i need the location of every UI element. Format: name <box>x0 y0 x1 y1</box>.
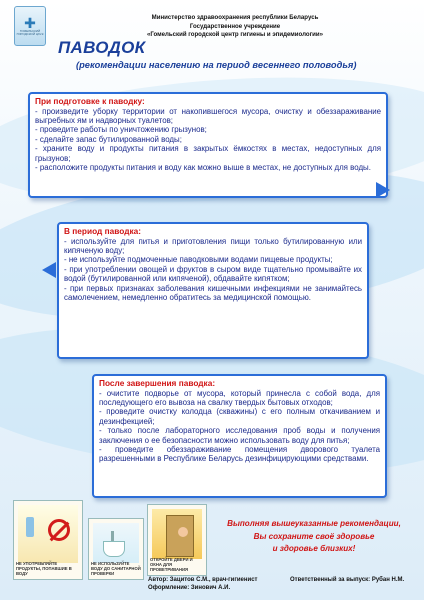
arrow-right-icon <box>376 182 390 198</box>
credits <box>148 576 257 592</box>
author-credit: Автор: Зацитов С.М., врач-гигиенист <box>148 577 258 583</box>
illustration-caption: НЕ ИСПОЛЬЗУЙТЕ ВОДУ ДО САНИТАРНОЙ ПРОВЕРКИ <box>91 561 141 576</box>
section-after-flood <box>92 374 387 498</box>
list-item: - проведите очистку колодца (скважины) с его полным откачиванием и дезинфекцией; <box>99 407 380 426</box>
closing-line: Выполняя вышеуказанные рекомендации, <box>227 519 401 528</box>
section-body <box>99 389 380 464</box>
arrow-left-icon <box>42 262 56 278</box>
illustration-scene <box>93 523 139 563</box>
emblem-logo <box>14 6 46 46</box>
closing-line: Вы сохраните своё здоровье <box>253 531 375 541</box>
illustration-caption: ОТКРОЙТЕ ДВЕРИ И ОКНА ДЛЯ ПРОВЕТРИВАНИЯ <box>150 557 193 572</box>
sink-icon <box>103 541 125 557</box>
header-institution-type: Государственное учреждение <box>189 22 281 30</box>
list-item: - при первых признаках заболевания кишечными инфекциями не занимайтесь самолечением, немедленно обратитесь за медицинской помощью. <box>64 283 362 302</box>
section-heading: После завершения паводка: <box>99 378 216 388</box>
list-item: - используйте для питья и приготовления пищи только бутилированную или кипяченую воду; <box>64 236 362 255</box>
section-before-flood <box>28 92 388 198</box>
section-body <box>35 107 381 173</box>
person-icon <box>178 527 188 537</box>
closing-line: и здоровье близких! <box>272 544 356 554</box>
illustration-caption: НЕ УПОТРЕБЛЯЙТЕ ПРОДУКТЫ, ПОПАВШИЕ В ВОДУ <box>16 561 72 576</box>
header-ministry: Министерство здравоохранения республики Беларусь <box>151 14 319 21</box>
list-item: - очистите подворье от мусора, который принесла с собой вода, для последующего его вывоза на свалку твердых бытовых отходов; <box>99 388 380 407</box>
list-item: - при употреблении овощей и фруктов в сыром виде тщательно промывайте их водой (бутилированной или кипяченой), обдавайте кипятком; <box>64 264 362 284</box>
illustration-ventilation <box>147 504 207 576</box>
page-title: ПАВОДОК <box>58 38 146 57</box>
design-credit: Оформление: Зинович А.И. <box>148 585 231 591</box>
emblem-text: ГОМЕЛЬСКИЙ ГОРОДСКОЙ ЦГиЭ <box>16 28 44 36</box>
list-item: - проведите работы по уничтожению грызунов; <box>35 125 207 135</box>
cross-icon: ✚ <box>24 14 36 31</box>
responsible-credit: Ответственный за выпуск: Рубан Н.М. <box>290 577 405 583</box>
page-subtitle: (рекомендации населению на период весеннего половодья) <box>76 60 357 70</box>
list-item: - расположите продукты питания и воду как можно выше в местах, не доступных для воды. <box>35 162 371 172</box>
list-item: - только после лабораторного исследования проб воды и получения заключения о ее безопасности можно использовать воду для питья; <box>99 426 380 445</box>
list-item: - проведите обеззараживание помещения дворового туалета разрешенными в Республике Беларусь дезинфицирующими средствами. <box>99 444 380 464</box>
organization-header <box>100 14 370 40</box>
food-jar-icon <box>26 517 34 537</box>
header-institution-name: «Гомельский городской центр гигиены и эпидемиологии» <box>146 31 324 39</box>
prohibition-icon <box>48 519 70 541</box>
section-during-flood <box>57 222 369 359</box>
section-body <box>64 237 362 303</box>
illustration-water-check <box>88 518 144 580</box>
list-item: - не используйте подмоченные паводковыми водами пищевые продукты; <box>64 255 333 265</box>
illustration-scene <box>18 505 78 563</box>
section-heading: В период паводка: <box>64 226 141 236</box>
illustration-food-in-water <box>13 500 83 580</box>
closing-message <box>212 518 416 556</box>
list-item: - произведите уборку территории от накопившегося мусора, очистку и обеззараживание выгребных ям и надворных туалетов; <box>35 106 381 125</box>
list-item: - сделайте запас бутилированной воды; <box>35 134 182 144</box>
list-item: - храните воду и продукты питания в закрытых ёмкостях в местах, недоступных для грызунов; <box>35 144 381 163</box>
illustration-scene <box>152 509 202 559</box>
faucet-icon <box>111 531 114 541</box>
section-heading: При подготовке к паводку: <box>35 96 145 106</box>
